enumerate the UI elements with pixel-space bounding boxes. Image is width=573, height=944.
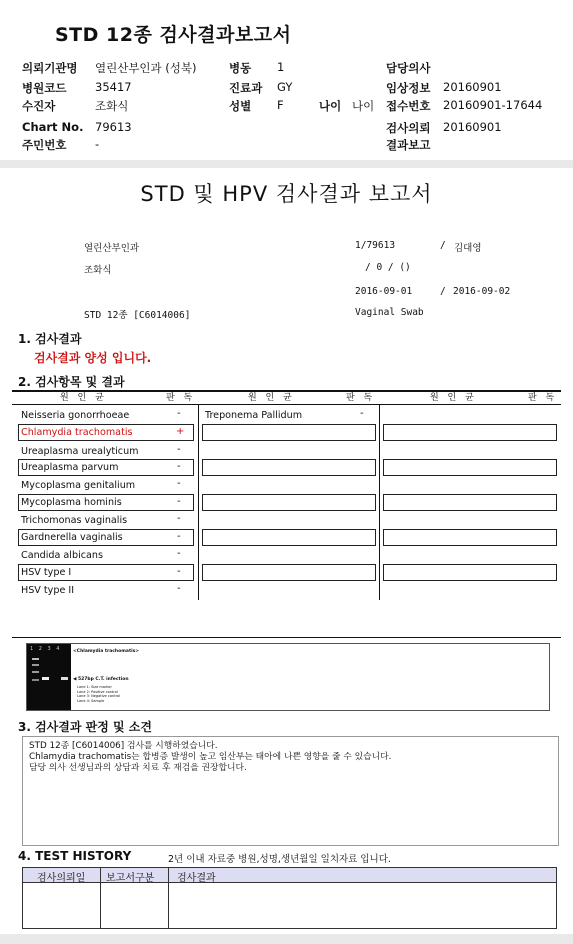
clinical-label: 임상정보 [386,81,431,95]
gel-band [32,658,39,660]
bottom-bar [0,934,573,944]
rrn-label: 주민번호 [22,138,67,152]
gel-legend-line: Lane 4: Sample [77,698,105,703]
item-name: Ureaplasma urealyticum [21,446,139,457]
age-sex: / 0 / () [365,262,411,273]
gel-lane-labels: 1 2 3 4 [30,646,62,652]
item-result: - [177,548,181,559]
section1-title: 1. 검사결과 [18,332,82,346]
empty-cell [202,494,376,511]
gel-band [42,677,49,680]
item-result: - [177,531,181,542]
item-result: - [360,408,364,419]
gel-legend-line: Lane 3: Negative control [77,694,121,698]
date-from: 2016-09-01 [355,286,413,297]
item-result: - [177,461,181,472]
section2-title: 2. 검사항목 및 결과 [18,375,125,389]
item-name: Gardnerella vaginalis [21,532,123,543]
slash-1: / [440,240,446,251]
patient-name: 조화식 [84,265,112,276]
item-result: - [177,566,181,577]
chart-label: Chart No. [22,120,84,134]
empty-cell [383,529,557,546]
test-code: STD 12종 [C6014006] [84,310,191,321]
col-judgement-1: 판 독 [166,393,196,403]
clinic-name: 열린산부인과 [84,243,140,254]
gel-legend-line: Lane 1: Size marker [77,685,112,689]
date-to: 2016-09-02 [453,286,511,297]
empty-cell [202,564,376,581]
patient-value: 조화식 [95,99,129,113]
opinion-line: STD 12종 [C6014006] 검사를 시행하였습니다. [29,741,218,751]
age-label: 나이 [319,99,342,113]
dept-label: 진료과 [229,81,263,95]
item-result: - [177,583,181,594]
code-value: 35417 [95,80,132,94]
receipt-label: 접수번호 [386,99,431,113]
gel-band [32,671,39,673]
item-name: Neisseria gonorrhoeae [21,410,130,421]
request-label: 검사의뢰 [386,121,431,135]
patient-label: 수진자 [22,99,56,113]
col-pathogen-2: 원 인 균 [248,393,295,403]
item-name: HSV type I [21,567,72,578]
history-table-header [22,867,557,883]
gel-band [32,679,39,681]
result-summary: 검사결과 양성 입니다. [34,351,152,365]
history-note: 2년 이내 자료중 병원,성명,생년월일 일치자료 입니다. [168,854,391,865]
slash-2: / [440,286,446,297]
ward-value: 1 [277,60,285,74]
gel-image [27,644,71,710]
history-table-body [22,882,557,929]
gel-band [32,664,39,666]
request-value: 20160901 [443,120,502,134]
section3-title: 3. 검사결과 판정 및 소견 [18,720,152,734]
header-panel [0,0,573,162]
opinion-line: Chlamydia trachomatis는 합병증 발생이 높고 임산부는 태아에 나쁜 영향을 줄 수 있습니다. [29,752,392,762]
item-result-positive: + [176,426,185,437]
history-col: 보고서구분 [106,873,155,884]
gel-legend-line: Lane 2: Positive control [77,689,118,694]
opinion-text [29,741,391,774]
hospital-value: 열린산부인과 (성북) [95,61,197,75]
col-pathogen-1: 원 인 균 [60,393,107,403]
code-label: 병원코드 [22,81,67,95]
ward-label: 병동 [229,61,252,75]
sex-label: 성별 [229,99,252,113]
column-divider-1 [198,404,199,600]
column-divider-2 [379,404,380,600]
col-judgement-3: 판 독 [528,393,558,403]
page-title: STD 12종 검사결과보고서 [55,24,292,46]
receipt-value: 20160901-17644 [443,98,543,112]
gel-title: <Chlamydia trachomatis> [73,649,140,654]
history-col: 검사결과 [177,873,216,884]
specimen: Vaginal Swab [355,307,424,318]
history-divider [168,882,169,928]
item-result: - [177,513,181,524]
col-judgement-2: 판 독 [346,393,376,403]
item-result: - [177,444,181,455]
item-name: Mycoplasma hominis [21,497,122,508]
dept-value: GY [277,80,293,94]
item-name: Candida albicans [21,550,103,561]
history-divider [100,868,101,882]
gel-band [61,677,68,680]
doctor-label: 담당의사 [386,61,431,75]
table-header-rule [12,404,561,405]
empty-cell [383,564,557,581]
item-name: Ureaplasma parvum [21,462,119,473]
history-col: 검사의뢰일 [37,873,86,884]
empty-cell [383,459,557,476]
empty-cell [383,424,557,441]
col-pathogen-3: 원 인 균 [430,393,477,403]
empty-cell [383,494,557,511]
hospital-label: 의뢰기관명 [22,61,78,75]
item-result: - [177,496,181,507]
opinion-line: 담당 의사 선생님과의 상담과 치료 후 재검을 권장합니다. [29,763,247,773]
chart-value: 79613 [95,120,132,134]
empty-cell [202,459,376,476]
empty-cell [202,529,376,546]
item-name-positive: Chlamydia trachomatis [21,427,133,438]
section4-title: 4. TEST HISTORY [18,849,132,863]
item-name: Mycoplasma genitalium [21,480,136,491]
gel-legend [77,685,120,703]
item-name: Trichomonas vaginalis [21,515,128,526]
history-divider [168,868,169,882]
divider [0,160,573,168]
opinion-box [22,736,559,846]
item-result: - [177,408,181,419]
rrn-value: - [95,137,100,151]
gel-top-rule [12,637,561,638]
gel-panel [26,643,550,711]
doctor-name: 김대영 [454,243,482,254]
report-title: STD 및 HPV 검사결과 보고서 [140,182,433,206]
empty-cell [202,424,376,441]
item-name: Treponema Pallidum [205,410,303,421]
item-result: - [177,478,181,489]
sex-value: F [277,98,284,112]
history-divider [100,882,101,928]
clinical-value: 20160901 [443,80,502,94]
age-value: 나이 [352,99,375,113]
patient-id: 1/79613 [355,240,396,251]
report-label: 결과보고 [386,138,431,152]
gel-band-label: ◀ 527bp C.T. infection [73,677,129,682]
item-name: HSV type II [21,585,75,596]
